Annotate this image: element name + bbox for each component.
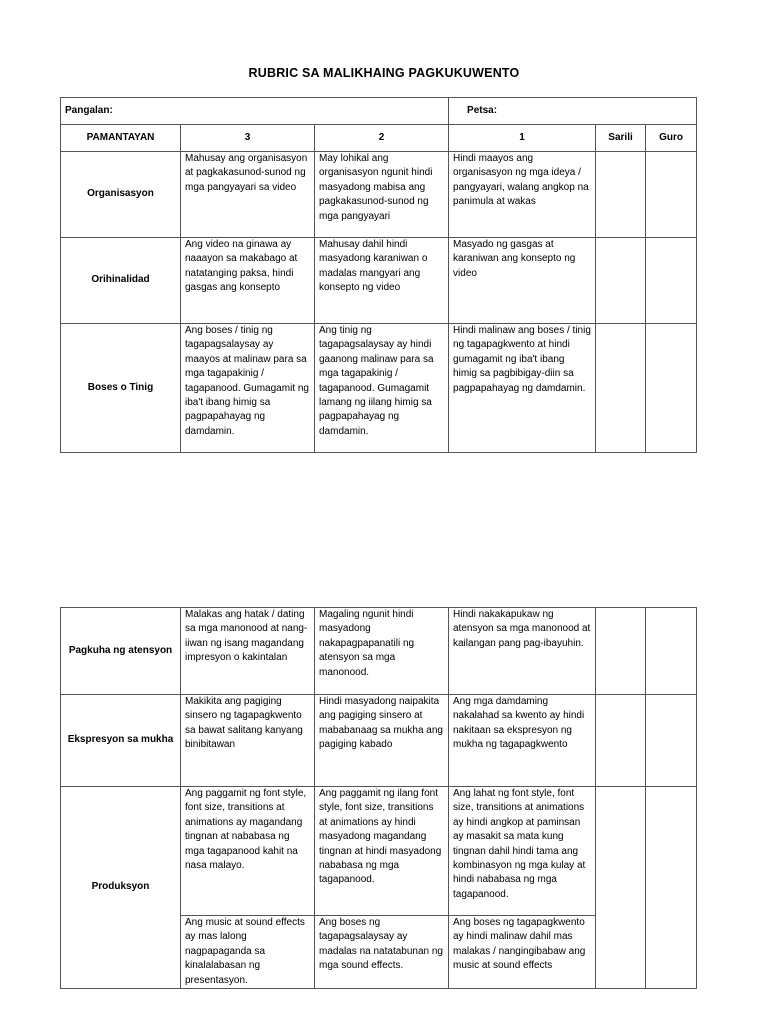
criteria-cell: Boses o Tinig	[61, 324, 181, 453]
criteria-cell: Organisasyon	[61, 152, 181, 238]
score-1-cell: Hindi malinaw ang boses / tinig ng tagapagkwento at hindi gumagamit ng iba't ibang himig sa pagbibigay-diin sa pagpapahayag ng damdamin.	[449, 324, 596, 453]
score-1-cell: Masyado ng gasgas at karaniwan ang konsepto ng video	[449, 238, 596, 324]
name-label: Pangalan:	[61, 98, 449, 125]
table-row	[61, 238, 697, 324]
teacher-score-cell[interactable]	[646, 608, 697, 695]
score-2-cell: Ang boses ng tagapagsalaysay ay madalas na natatabunan ng mga sound effects.	[315, 916, 449, 989]
score-3-cell: Malakas ang hatak / dating sa mga manonood at nang-iiwan ng isang magandang impresyon o kakintalan	[181, 608, 315, 695]
criteria-cell: Produksyon	[61, 787, 181, 989]
table-row	[61, 787, 697, 916]
score-2-cell: May lohikal ang organisasyon ngunit hindi masyadong mabisa ang pagkakasunod-sunod ng mga pangyayari	[315, 152, 449, 238]
score-1-cell: Hindi maayos ang organisasyon ng mga ideya / pangyayari, walang angkop na panimula at wakas	[449, 152, 596, 238]
table-row	[61, 324, 697, 453]
header-score-1: 1	[449, 125, 596, 152]
score-3-cell: Ang boses / tinig ng tagapagsalaysay ay maayos at malinaw para sa mga tagapakinig / tagapanood. Gumagamit ng iba't ibang himig sa pagpapahayag ng damdamin.	[181, 324, 315, 453]
score-2-cell: Magaling ngunit hindi masyadong nakapagpapanatili ng atensyon sa mga manonood.	[315, 608, 449, 695]
score-2-cell: Hindi masyadong naipakita ang pagiging sinsero at mababanaag sa mukha ang pagiging kabado	[315, 695, 449, 787]
self-score-cell[interactable]	[596, 787, 646, 989]
teacher-score-cell[interactable]	[646, 152, 697, 238]
teacher-score-cell[interactable]	[646, 238, 697, 324]
self-score-cell[interactable]	[596, 695, 646, 787]
score-3-cell: Ang video na ginawa ay naaayon sa makabago at natatanging paksa, hindi gasgas ang konsepto	[181, 238, 315, 324]
rubric-table-part-1	[60, 97, 697, 453]
header-row	[61, 125, 697, 152]
score-3-cell: Mahusay ang organisasyon at pagkakasunod-sunod ng mga pangyayari sa video	[181, 152, 315, 238]
score-1-cell: Ang lahat ng font style, font size, transitions at animations ay hindi angkop at paminsan ay masakit sa mata kung tingnan dahil hindi tama ang kombinasyon ng mga kulay at hindi nababasa ng mga tagapanood.	[449, 787, 596, 916]
score-2-cell: Mahusay dahil hindi masyadong karaniwan o madalas mangyari ang konsepto ng video	[315, 238, 449, 324]
table-row	[61, 152, 697, 238]
teacher-score-cell[interactable]	[646, 695, 697, 787]
header-score-2: 2	[315, 125, 449, 152]
score-1-cell: Hindi nakakapukaw ng atensyon sa mga manonood at kailangan pang pag-ibayuhin.	[449, 608, 596, 695]
self-score-cell[interactable]	[596, 324, 646, 453]
score-3-cell: Ang paggamit ng font style, font size, transitions at animations ay magandang tingnan at nababasa ng mga tagapanood kahit na nasa malayo.	[181, 787, 315, 916]
self-score-cell[interactable]	[596, 608, 646, 695]
table-row	[61, 608, 697, 695]
teacher-score-cell[interactable]	[646, 324, 697, 453]
meta-row	[61, 98, 697, 125]
score-1-cell: Ang boses ng tagapagkwento ay hindi malinaw dahil mas malakas / nangingibabaw ang music at sound effects	[449, 916, 596, 989]
date-label: Petsa:	[449, 98, 697, 125]
header-self: Sarili	[596, 125, 646, 152]
criteria-cell: Pagkuha ng atensyon	[61, 608, 181, 695]
header-criteria: PAMANTAYAN	[61, 125, 181, 152]
score-2-cell: Ang paggamit ng ilang font style, font size, transitions at animations ay hindi masyadong magandang tingnan at hindi masyadong nababasa ng mga tagapanood.	[315, 787, 449, 916]
document-title: RUBRIC SA MALIKHAING PAGKUKUWENTO	[248, 66, 520, 80]
table-row	[61, 695, 697, 787]
self-score-cell[interactable]	[596, 152, 646, 238]
self-score-cell[interactable]	[596, 238, 646, 324]
criteria-cell: Ekspresyon sa mukha	[61, 695, 181, 787]
header-teacher: Guro	[646, 125, 697, 152]
criteria-cell: Orihinalidad	[61, 238, 181, 324]
header-score-3: 3	[181, 125, 315, 152]
score-3-cell: Makikita ang pagiging sinsero ng tagapagkwento sa bawat salitang kanyang binibitawan	[181, 695, 315, 787]
score-3-cell: Ang music at sound effects ay mas lalong nagpapaganda sa kinalalabasan ng presentasyon.	[181, 916, 315, 989]
score-1-cell: Ang mga damdaming nakalahad sa kwento ay hindi nakitaan sa ekspresyon ng mukha ng tagapagkwento	[449, 695, 596, 787]
rubric-table-part-2	[60, 607, 697, 989]
score-2-cell: Ang tinig ng tagapagsalaysay ay hindi gaanong malinaw para sa mga tagapakinig / tagapanood. Gumagamit lamang ng iilang himig sa pagpapahayag ng damdamin.	[315, 324, 449, 453]
teacher-score-cell[interactable]	[646, 787, 697, 989]
